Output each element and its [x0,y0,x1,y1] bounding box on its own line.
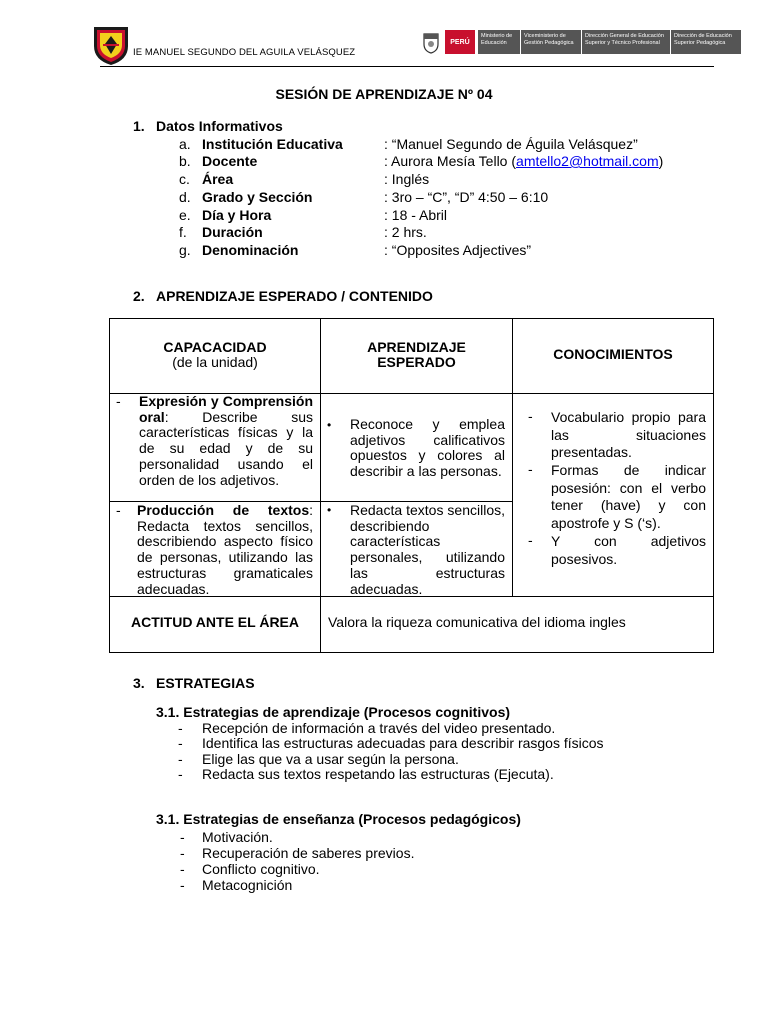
section1-number: 1. [133,118,145,134]
item-value: : 18 - Abril [384,207,448,223]
bullet-icon: • [327,418,332,432]
capacidad-1-text: Describe sus características físicas y la de su edad y de su personalidad usando el orden de los adjetivos. [139,408,314,488]
actitud-label: ACTITUD ANTE EL ÁREA [131,614,299,630]
col-header-aprendizaje: APRENDIZAJE [367,339,466,355]
national-emblem-icon [420,30,442,54]
item-label: Día y Hora [202,207,272,223]
school-crest-logo [92,24,130,66]
dash: - [116,393,121,409]
dash: - [180,877,185,893]
ministry-block: Dirección de Educación Superior Pedagógica [671,30,741,54]
colon: : [164,408,169,425]
closing-paren: ) [658,153,664,169]
dash: - [180,845,185,861]
ministry-block: Ministerio de Educación [478,30,520,54]
header-divider [100,66,714,67]
col-header-conocimientos: CONOCIMIENTOS [553,346,673,362]
dash: - [528,532,533,548]
item-label: Área [202,171,234,187]
list-item: Metacognición [202,877,293,893]
col-header-capacidad: CAPACACIDAD [163,339,267,355]
list-item: Conflicto cognitivo. [202,861,320,877]
list-item: Redacta sus textos respetando las estructuras (Ejecuta). [202,766,554,782]
list-item: Recuperación de saberes previos. [202,845,415,861]
capacidad-2-title: Producción de textos [137,502,310,518]
section1-heading: Datos Informativos [156,118,283,134]
email-link[interactable]: amtello2@hotmail.com [516,153,659,169]
item-letter: a. [179,136,191,152]
item-value: : “Opposites Adjectives” [384,242,532,258]
dash: - [528,408,533,424]
item-value: : “Manuel Segundo de Águila Velásquez” [384,136,638,152]
item-letter: c. [179,171,190,187]
school-name: IE MANUEL SEGUNDO DEL AGUILA VELÁSQUEZ [133,47,356,58]
item-label: Institución Educativa [202,136,343,152]
dash: - [178,720,183,736]
ministry-block: Viceministerio de Gestión Pedagógica [521,30,581,54]
dash: - [180,861,185,877]
col-header-subtitle: (de la unidad) [172,354,258,370]
item-value: : Inglés [384,171,430,187]
aprendizaje-1: Reconoce y emplea adjetivos calificativos opuestos y colores al describir a las personas. [350,416,505,480]
item-letter: g. [179,242,191,258]
dash: - [116,502,121,518]
list-item: Identifica las estructuras adecuadas para describir rasgos físicos [202,735,604,751]
conocimiento-1: Vocabulario propio para las situaciones presentadas. [551,409,706,460]
ministry-block: Dirección General de Educación Superior y Técnico Profesional [582,30,670,54]
section2-heading: APRENDIZAJE ESPERADO / CONTENIDO [156,288,433,304]
section3-number: 3. [133,675,145,691]
item-value: : 3ro – “C”, “D” 4:50 – 6:10 [384,189,549,205]
page-title: SESIÓN DE APRENDIZAJE Nº 04 [275,86,493,102]
peru-label: PERÚ [445,30,475,54]
item-value: : 2 hrs. [384,224,427,240]
dash: - [180,829,185,845]
item-letter: b. [179,153,191,169]
strategy-learning-title: 3.1. Estrategias de aprendizaje (Procesos cognitivos) [156,704,511,720]
item-letter: d. [179,189,191,205]
item-letter: f. [179,224,187,240]
list-item: Recepción de información a través del video presentado. [202,720,556,736]
docente-name: : Aurora Mesía Tello ( [384,153,517,169]
list-item: Motivación. [202,829,273,845]
list-item: Elige las que va a usar según la persona. [202,751,459,767]
colon: : [309,502,313,518]
capacidad-2-text: Redacta textos sencillos, describiendo aspecto físico de personas, utilizando las estructuras gramaticales adecuadas. [137,517,313,597]
item-label: Duración [202,224,263,240]
item-letter: e. [179,207,191,223]
section2-number: 2. [133,288,145,304]
section3-heading: ESTRATEGIAS [156,675,255,691]
conocimiento-3: Y con adjetivos posesivos. [551,533,706,567]
strategy-teaching-title: 3.1. Estrategias de enseñanza (Procesos pedagógicos) [156,811,521,827]
capacidad-2 [137,503,313,597]
item-label: Docente [202,153,258,169]
dash: - [528,461,533,477]
conocimiento-2: Formas de indicar posesión: con el verbo tener (have) y con apostrofe y S (‘s). [551,462,706,531]
government-logos [420,30,741,54]
dash: - [178,766,183,782]
aprendizaje-2: Redacta textos sencillos, describiendo características personales, utilizando las estructuras adecuadas. [350,502,505,597]
col-header-esperado: ESPERADO [377,354,456,370]
item-label: Grado y Sección [202,189,313,205]
actitud-text: Valora la riqueza comunicativa del idioma ingles [328,614,626,630]
bullet-icon: • [327,503,332,517]
item-value [384,153,663,169]
capacidad-1-title: Expresión y Comprensión oral [139,393,313,425]
item-label: Denominación [202,242,299,258]
dash: - [178,751,183,767]
capacidad-1 [139,394,313,488]
dash: - [178,735,183,751]
